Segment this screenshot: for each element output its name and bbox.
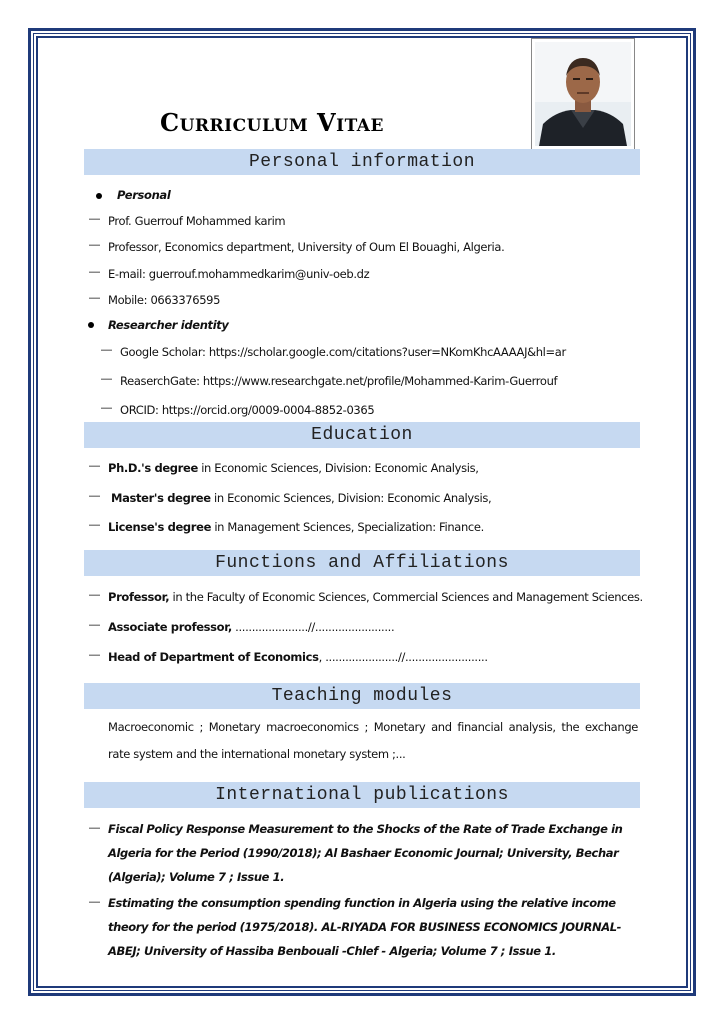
publication-item: Estimating the consumption spending function in Algeria using the relative income theory for the period (1975/2018). AL-RIYADA FOR BUSINESS ECONOMICS JOURNAL-ABEJ; University of Hassiba Benbouali -Chlef - Algeria; Volume 7 ; Issue 1.: [108, 896, 621, 958]
dash-icon: —: [89, 519, 100, 531]
section-heading-publications: International publications: [84, 782, 640, 808]
dash-icon: —: [89, 649, 100, 661]
section-heading-education: Education: [84, 422, 640, 448]
function-item: [108, 590, 643, 604]
dash-icon: —: [89, 619, 100, 631]
name-line: Prof. Guerrouf Mohammed karim: [108, 214, 286, 228]
dash-icon: —: [101, 344, 112, 356]
education-item: [108, 520, 484, 534]
degree-name: Ph.D.'s degree: [108, 461, 198, 475]
education-item: [111, 491, 491, 505]
personal-label: Personal: [117, 188, 171, 202]
dash-icon: —: [89, 266, 100, 278]
orcid-line: ORCID: https://orcid.org/0009-0004-8852-0365: [120, 403, 375, 417]
education-item: [108, 461, 479, 475]
dash-icon: —: [89, 292, 100, 304]
function-detail: , ......................//.........................: [318, 650, 488, 664]
dash-icon: —: [89, 239, 100, 251]
degree-detail: in Economic Sciences, Division: Economic Analysis,: [210, 491, 492, 505]
publication-item: Fiscal Policy Response Measurement to the Shocks of the Rate of Trade Exchange in Algeria for the Period (1990/2018); Al Bashaer Economic Journal; University, Bechar (Algeria); Volume 7 ; Issue 1.: [108, 822, 623, 884]
function-role: Associate professor,: [108, 620, 232, 634]
portrait-image: [535, 42, 631, 146]
dash-icon: —: [89, 822, 100, 834]
teaching-modules-text: Macroeconomic ; Monetary macroeconomics ; Monetary and financial analysis, the exchange rate system and the international monetary system ;...: [108, 720, 638, 761]
degree-detail: in Management Sciences, Specialization: Finance.: [211, 520, 484, 534]
function-detail: in the Faculty of Economic Sciences, Commercial Sciences and Management Sciences.: [169, 590, 643, 604]
dash-icon: —: [89, 213, 100, 225]
email-line: E-mail: guerrouf.mohammedkarim@univ-oeb.dz: [108, 267, 370, 281]
dash-icon: —: [101, 402, 112, 414]
profile-photo: [531, 38, 635, 150]
mobile-line: Mobile: 0663376595: [108, 293, 221, 307]
function-item: [108, 650, 488, 664]
degree-name: License's degree: [108, 520, 212, 534]
google-scholar-line: Google Scholar: https://scholar.google.com/citations?user=NKomKhcAAAAJ&hl=ar: [120, 345, 566, 359]
dash-icon: —: [89, 460, 100, 472]
researcher-identity-label: Researcher identity: [108, 318, 229, 332]
document-title: Curriculum Vitae: [160, 108, 384, 137]
section-heading-personal-information: Personal information: [84, 149, 640, 175]
dash-icon: —: [89, 589, 100, 601]
degree-name: Master's degree: [111, 491, 211, 505]
function-role: Professor,: [108, 590, 170, 604]
section-heading-teaching: Teaching modules: [84, 683, 640, 709]
dash-icon: —: [101, 373, 112, 385]
researchgate-line: ReaserchGate: https://www.researchgate.net/profile/Mohammed-Karim-Guerrouf: [120, 374, 558, 388]
function-detail: ......................//........................: [231, 620, 395, 634]
bullet-icon: [96, 193, 102, 199]
function-role: Head of Department of Economics: [108, 650, 319, 664]
function-item: [108, 620, 394, 634]
dash-icon: —: [89, 896, 100, 908]
degree-detail: in Economic Sciences, Division: Economic Analysis,: [197, 461, 479, 475]
bullet-icon: [88, 322, 94, 328]
dash-icon: —: [89, 490, 100, 502]
section-heading-functions: Functions and Affiliations: [84, 550, 640, 576]
position-line: Professor, Economics department, University of Oum El Bouaghi, Algeria.: [108, 240, 505, 254]
